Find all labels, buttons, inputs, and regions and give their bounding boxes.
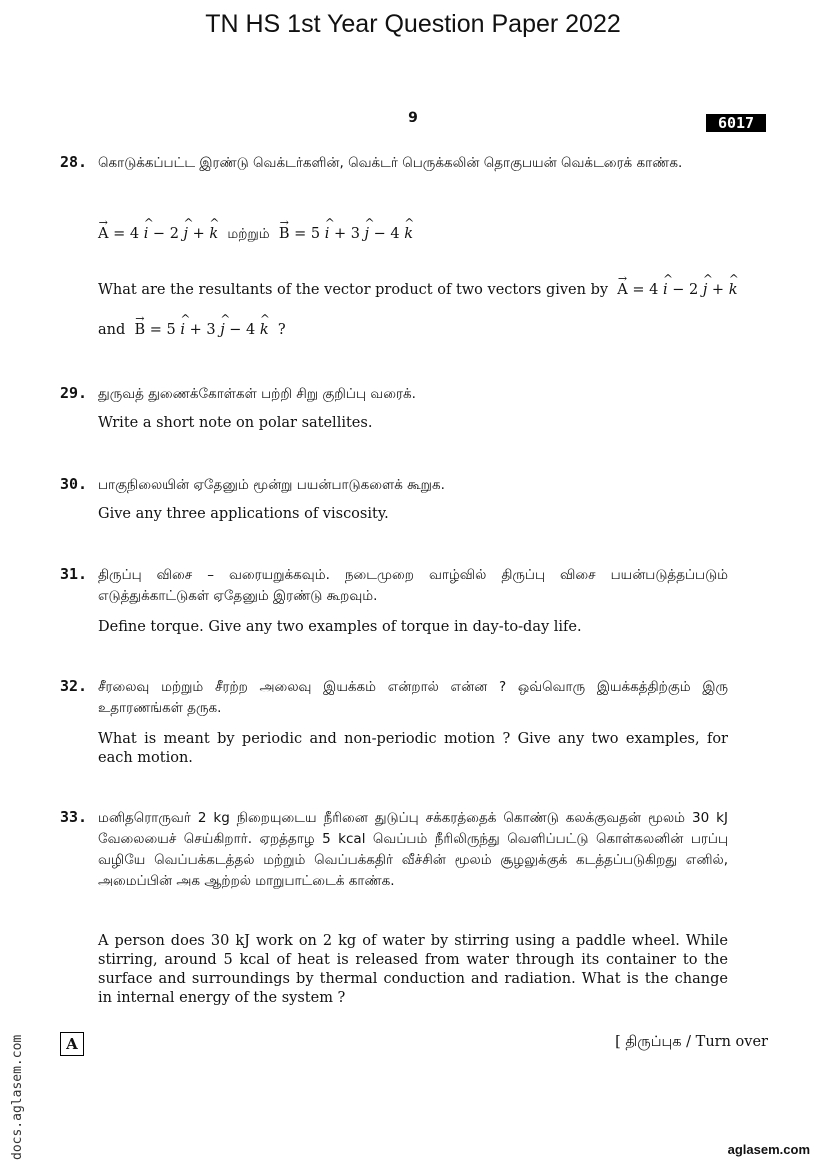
- question-english-text: Define torque. Give any two examples of torque in day-to-day life.: [98, 619, 582, 635]
- question-tamil-text: சீரலைவு மற்றும் சீரற்ற அலைவு இயக்கம் என்றால் என்ன ? ஒவ்வொரு இயக்கத்திற்கும் இரு உதாரணங்கள் தருக.: [98, 679, 728, 716]
- question-english-text-cont: and → B = 5 ^ i + 3 ^ j − 4 ^ k ?: [98, 321, 728, 340]
- grade-box: A: [60, 1032, 84, 1056]
- side-watermark: docs.aglasem.com: [10, 1034, 25, 1160]
- page-title: TN HS 1st Year Question Paper 2022: [205, 10, 621, 38]
- paper-code-badge: 6017: [706, 114, 766, 132]
- vector-equation-tamil: → A = 4 ^ i − 2 ^ j + ^ k மற்றும் → B = 5 ^ i + 3 ^ j − 4 ^ k: [98, 225, 728, 244]
- question-english-text: Write a short note on polar satellites.: [98, 415, 373, 431]
- question-number: 29.: [60, 384, 88, 402]
- question-tamil-text: திருப்பு விசை – வரையறுக்கவும். நடைமுறை வாழ்வில் திருப்பு விசை பயன்படுத்தப்படும் எடுத்துக்காட்டுகள் ஏதேனும் இரண்டு கூறவும்.: [98, 567, 728, 604]
- question-tamil-text: துருவத் துணைக்கோள்கள் பற்றி சிறு குறிப்பு வரைக்.: [98, 386, 416, 402]
- page-number: 9: [408, 110, 418, 126]
- question-number: 31.: [60, 565, 88, 583]
- question-number: 33.: [60, 808, 88, 826]
- question-english-text: What are the resultants of the vector product of two vectors given by → A = 4 ^ i − 2 ^ j + ^ k: [98, 281, 738, 300]
- question-28: [60, 153, 760, 343]
- question-32: [60, 677, 760, 777]
- question-31: [60, 565, 760, 645]
- question-tamil-text: பாகுநிலையின் ஏதேனும் மூன்று பயன்பாடுகளைக் கூறுக.: [98, 477, 445, 493]
- question-30: [60, 475, 760, 535]
- question-english-text: A person does 30 kJ work on 2 kg of water by stirring using a paddle wheel. While stirring, around 5 kcal of heat is released from water through its container to the surface and surroundings by thermal conduction and radiation. What is the change in internal energy of the system ?: [98, 933, 728, 1006]
- question-number: 32.: [60, 677, 88, 695]
- question-29: [60, 384, 760, 444]
- question-english-text: What is meant by periodic and non-periodic motion ? Give any two examples, for each motion.: [98, 731, 728, 766]
- question-number: 28.: [60, 153, 88, 171]
- question-english-text: Give any three applications of viscosity.: [98, 506, 389, 522]
- question-tamil-text: கொடுக்கப்பட்ட இரண்டு வெக்டர்களின், வெக்டர் பெருக்கலின் தொகுபயன் வெக்டரைக் காண்க.: [98, 155, 683, 171]
- question-number: 30.: [60, 475, 88, 493]
- english-end: ?: [277, 322, 286, 338]
- question-tamil-text: மனிதரொருவர் 2 kg நிறையுடைய நீரினை துடுப்பு சக்கரத்தைக் கொண்டு கலக்குவதன் மூலம் 30 kJ வேலையைச் செய்கிறார். ஏறத்தாழ 5 kcal வெப்பம் நீரிலிருந்து வெளிப்பட்டு கொள்கலனின் பரப்பு வழியே வெப்பக்கடத்தல் மற்றும் வெப்பக்கதிர் வீச்சின் மூலம் சூழலுக்குக் கடத்தப்படுகிறது எனில், அமைப்பின் அக ஆற்றல் மாறுபாட்டைக் காண்க.: [98, 810, 728, 889]
- turn-over-note: [ திருப்புக / Turn over: [615, 1034, 768, 1050]
- tamil-and-word: மற்றும்: [227, 226, 270, 242]
- english-intro: What are the resultants of the vector product of two vectors given by: [98, 282, 609, 298]
- english-and: and: [98, 322, 126, 338]
- question-33: [60, 808, 760, 1018]
- footer-watermark: aglasem.com: [727, 1142, 810, 1157]
